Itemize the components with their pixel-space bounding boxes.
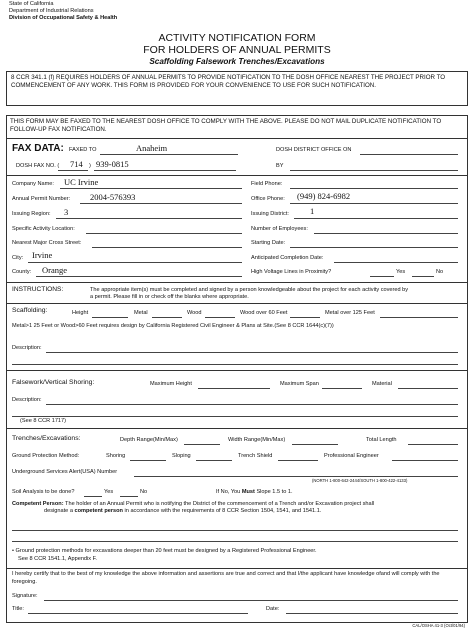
field-phone-field[interactable] (290, 188, 458, 189)
employees-label: Number of Employees: (251, 226, 308, 232)
date-field[interactable] (286, 613, 458, 614)
title-label: Title: (12, 606, 24, 612)
cp-text-1: The holder of an Annual Permit who is notifying the District of the commencement of a Trench and/or Excavation project shall (63, 501, 375, 507)
scaffolding-label: Scaffolding: (12, 307, 48, 314)
permit-field[interactable] (80, 203, 242, 204)
pe-field[interactable] (392, 460, 458, 461)
hv-yes-label: Yes (396, 269, 406, 275)
intro-text: 8 CCR 341.1 (f) REQUIRES HOLDERS OF ANNUAL PERMITS TO PROVIDE NOTIFICATION TO THE DOSH OFFICE NEAREST THE PROJECT PRIOR TO COMMENCEMENT OF ANY WORK. THIS FORM IS PROVIDED FOR YOUR CONVENIENCE TO USE FOR SUCH NOTIFICATION. (11, 74, 446, 90)
gpm-label: Ground Protection Method: (12, 453, 80, 459)
slope-text-a: If No, You (216, 489, 242, 495)
district-office-label: DOSH DISTRICT OFFICE ON (276, 147, 352, 153)
trenches-label: Trenches/Excavations: (12, 435, 81, 442)
signature-label: Signature: (12, 593, 38, 599)
usa-numbers: (NORTH 1-800-642-2444/SOUTH 1-800-422-4133) (312, 478, 408, 483)
district-field[interactable] (294, 218, 458, 219)
cross-street-field[interactable] (92, 247, 242, 248)
region-label: Issuing Region: (12, 211, 51, 217)
sloping-label: Sloping (172, 453, 191, 459)
scaff-metal-label: Metal (134, 310, 148, 316)
faxed-to-label: FAXED TO (69, 147, 97, 153)
region-value: 3 (64, 207, 69, 217)
scaff-metal-field[interactable] (152, 317, 182, 318)
width-range-field[interactable] (292, 444, 338, 445)
employees-field[interactable] (314, 233, 458, 234)
area-code-value: 714 (70, 159, 83, 169)
ground-protection-note: • Ground protection methods for excavations deeper than 20 feet must be designed by a Registered Professional Engineer. (12, 548, 317, 554)
company-name-label: Company Name: (12, 181, 54, 187)
field-phone-label: Field Phone: (251, 181, 283, 187)
trench-shield-label: Trench Shield (238, 453, 273, 459)
soil-yes-field[interactable] (84, 496, 102, 497)
paren-close: ) (89, 163, 91, 169)
scaff-wood-label: Wood (187, 310, 202, 316)
scaff-height-label: Height (72, 310, 89, 316)
hv-yes-field[interactable] (370, 276, 394, 277)
sloping-field[interactable] (196, 460, 232, 461)
permit-value: 2004-576393 (90, 192, 136, 202)
office-phone-value: (949) 824-6982 (297, 191, 351, 201)
main-form-box (6, 115, 468, 623)
starting-date-label: Starting Date: (251, 240, 286, 246)
trench-description-field[interactable] (12, 530, 458, 531)
trench-description-field-2[interactable] (12, 541, 458, 542)
dosh-fax-label: DOSH FAX NO. ( (16, 163, 60, 169)
scaff-metal125-field[interactable] (380, 317, 458, 318)
competent-person (12, 502, 374, 508)
cp-text-2a: designate a (44, 508, 75, 514)
fw-description-field-2[interactable] (12, 416, 458, 417)
scaff-note: Metal>1 25 Feet or Wood>60 Feet requires design by California Registered Civil Engineer & Plans at Site.(See 8 CCR 1644(c)(7)) (12, 323, 334, 329)
company-name-value: UC Irvine (64, 177, 99, 187)
pe-label: Professional Engineer (324, 453, 379, 459)
city-field[interactable] (28, 262, 242, 263)
area-code-field[interactable] (58, 170, 88, 171)
scaff-description-field-2[interactable] (12, 364, 458, 365)
district-value: 1 (310, 206, 315, 216)
cross-street-label: Nearest Major Cross Street: (12, 240, 82, 246)
fax-number-value: 939-0815 (96, 159, 129, 169)
fax-notice: THIS FORM MAY BE FAXED TO THE NEAREST DOSH OFFICE TO COMPLY WITH THE ABOVE. PLEASE DO NOT MAIL DUPLICATE NOTIFICATION TO FOLLOW-UP FAX NOTIFICATION. (10, 118, 442, 134)
instructions-text-2: a permit. Please fill in or check off the blanks where appropriate. (90, 294, 249, 300)
division-label: Division of Occupational Safety & Health (9, 15, 118, 21)
fw-description-label: Description: (12, 397, 42, 403)
cp-label: Competent Person: (12, 501, 64, 507)
location-label: Specific Activity Location: (12, 226, 75, 232)
district-label: Issuing District: (251, 211, 289, 217)
region-field[interactable] (56, 218, 242, 219)
depth-range-field[interactable] (184, 444, 220, 445)
fw-max-height-label: Maximum Height (150, 381, 192, 387)
shoring-field[interactable] (130, 460, 166, 461)
scaff-metal125-label: Metal over 125 Feet (325, 310, 375, 316)
fw-max-span-label: Maximum Span (280, 381, 319, 387)
slope-text-must: Must (241, 489, 255, 495)
office-phone-field[interactable] (290, 203, 458, 204)
intro-box (6, 71, 468, 106)
by-field[interactable] (290, 170, 458, 171)
completion-field[interactable] (334, 262, 458, 263)
state-label: State of California (9, 1, 54, 7)
soil-yes-label: Yes (104, 489, 114, 495)
district-office-field[interactable] (360, 154, 458, 155)
trench-shield-field[interactable] (278, 460, 318, 461)
date-label: Date: (266, 606, 280, 612)
city-value: Irvine (32, 250, 53, 260)
location-field[interactable] (86, 233, 242, 234)
shoring-label: Shoring (106, 453, 126, 459)
competent-person-2 (44, 509, 321, 515)
company-name-field[interactable] (60, 188, 242, 189)
width-range-label: Width Range(Min/Max) (228, 437, 286, 443)
signature-field[interactable] (44, 600, 458, 601)
depth-range-label: Depth Range(Min/Max) (120, 437, 178, 443)
fw-max-span-field[interactable] (322, 388, 362, 389)
scaff-description-label: Description: (12, 345, 42, 351)
completion-label: Anticipated Completion Date: (251, 255, 324, 261)
scaff-wood-field[interactable] (205, 317, 235, 318)
county-field[interactable] (36, 276, 242, 277)
permit-label: Annual Permit Number: (12, 196, 71, 202)
county-label: County: (12, 269, 32, 275)
hv-no-label: No (436, 269, 444, 275)
fw-see-ccr: (See 8 CCR 1717) (20, 418, 67, 424)
faxed-to-field[interactable] (100, 154, 238, 155)
usa-label: Underground Services Alert(USA) Number (12, 469, 118, 475)
scaff-wood60-label: Wood over 60 Feet (240, 310, 288, 316)
usa-field[interactable] (134, 476, 458, 477)
fw-material-field[interactable] (398, 388, 458, 389)
scaff-wood60-field[interactable] (290, 317, 320, 318)
city-label: City: (12, 255, 24, 261)
fw-description-field[interactable] (46, 404, 458, 405)
total-length-label: Total Length (366, 437, 397, 443)
scaff-height-field[interactable] (92, 317, 128, 318)
cp-text-2b: competent person (74, 508, 123, 514)
hv-no-field[interactable] (412, 276, 434, 277)
department-label: Department of Industrial Relations (9, 8, 94, 14)
falsework-label: Falsework/Vertical Shoring: (12, 379, 95, 386)
soil-no-label: No (140, 489, 148, 495)
slope-note (216, 490, 293, 496)
total-length-field[interactable] (408, 444, 458, 445)
faxed-to-value: Anaheim (136, 143, 168, 153)
fax-data-title: FAX DATA: (12, 143, 64, 154)
scaff-description-field[interactable] (46, 352, 458, 353)
cp-text-2c: in accordance with the requirements of 8 CCR Section 1504, 1541, and 1541.1. (122, 508, 322, 514)
fw-material-label: Material (372, 381, 392, 387)
form-title: ACTIVITY NOTIFICATION FORM (158, 32, 316, 44)
office-phone-label: Office Phone: (251, 196, 285, 202)
instructions-text-1: The appropriate item(s) must be completed and signed by a person knowledgeable about the project for each activity covered by (90, 287, 409, 293)
starting-date-field[interactable] (290, 247, 458, 248)
by-label: BY (276, 163, 284, 169)
instructions-label: INSTRUCTIONS: (12, 286, 64, 293)
title-field[interactable] (28, 613, 248, 614)
soil-no-field[interactable] (120, 496, 138, 497)
fax-number-field[interactable] (94, 170, 236, 171)
form-number: CAL/OSHA 41-3 (Oct/01/94) (412, 623, 465, 628)
certify-text: I hereby certify that to the best of my knowledge the above information and assertions are true and correct and that I/the applicant have knowledge ofand will comply with the foregoing. (12, 571, 440, 585)
ground-protection-see: See 8 CCR 1541.1, Appendix F. (18, 556, 97, 562)
hv-label: High Voltage Lines in Proximity? (251, 269, 332, 275)
county-value: Orange (42, 265, 68, 275)
form-activities: Scaffolding Falsework Trenches/Excavations (149, 57, 325, 66)
soil-label: Soil Analysis to be done? (12, 489, 75, 495)
slope-text-b: Slope 1.5 to 1. (254, 489, 293, 495)
form-subtitle: FOR HOLDERS OF ANNUAL PERMITS (143, 44, 331, 56)
fw-max-height-field[interactable] (198, 388, 270, 389)
